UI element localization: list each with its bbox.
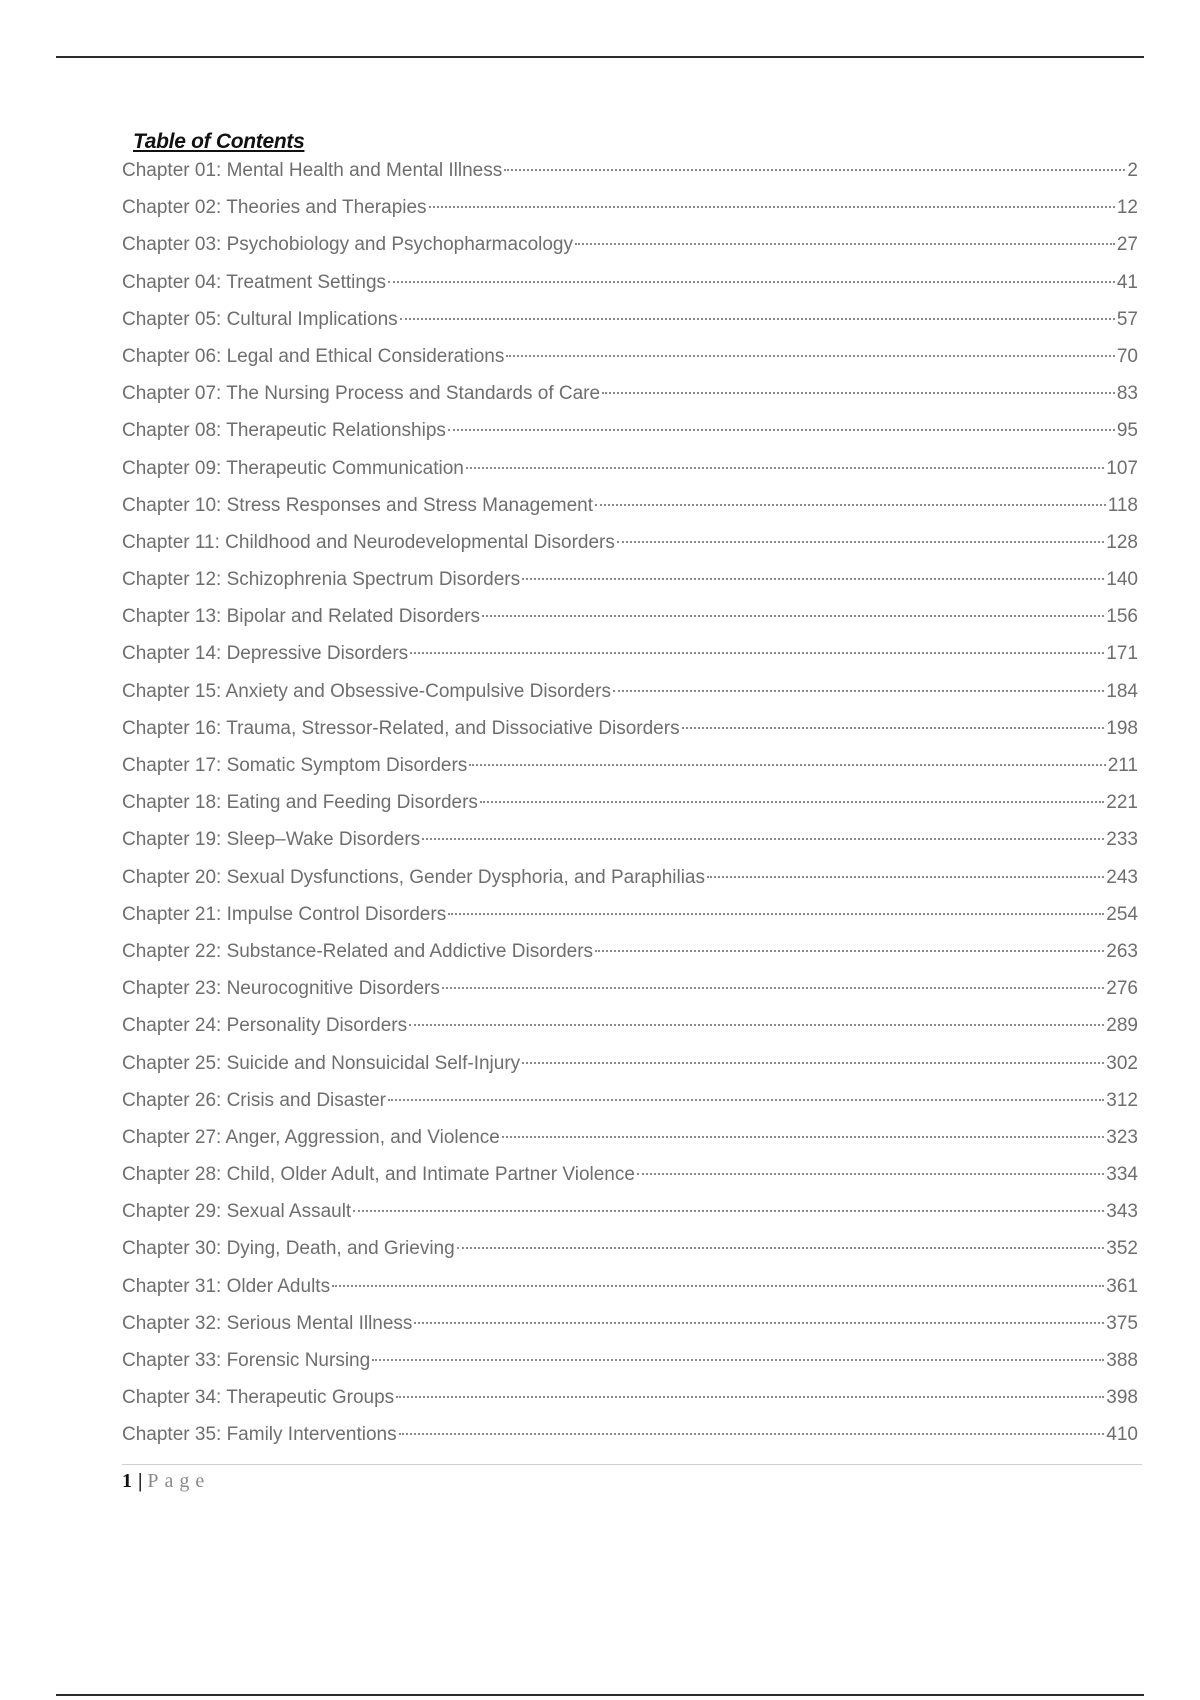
toc-dot-leader: [613, 690, 1104, 692]
toc-entry-label: Chapter 06: Legal and Ethical Considerations: [122, 345, 505, 367]
toc-dot-leader: [457, 1247, 1105, 1249]
toc-entry-9[interactable]: [122, 457, 1138, 494]
toc-entry-label: Chapter 23: Neurocognitive Disorders: [122, 978, 440, 1000]
toc-dot-leader: [707, 876, 1104, 878]
toc-entry-page: 334: [1106, 1164, 1138, 1186]
toc-entry-page: 323: [1106, 1126, 1138, 1148]
toc-entry-label: Chapter 31: Older Adults: [122, 1275, 331, 1297]
toc-entry-page: 83: [1116, 383, 1138, 405]
toc-dot-leader: [399, 1433, 1105, 1435]
toc-entry-34[interactable]: [122, 1386, 1138, 1423]
toc-entry-5[interactable]: [122, 308, 1138, 345]
toc-entry-label: Chapter 11: Childhood and Neurodevelopmental Disorders: [122, 531, 615, 553]
toc-entry-label: Chapter 30: Dying, Death, and Grieving: [122, 1238, 455, 1260]
toc-entry-page: 171: [1106, 643, 1138, 665]
toc-entry-page: 410: [1106, 1424, 1138, 1446]
toc-entry-33[interactable]: [122, 1349, 1138, 1386]
toc-entry-17[interactable]: [122, 754, 1138, 791]
toc-entry-label: Chapter 25: Suicide and Nonsuicidal Self-Injury: [122, 1052, 521, 1074]
toc-dot-leader: [332, 1285, 1104, 1287]
toc-dot-leader: [353, 1210, 1104, 1212]
toc-entry-page: 140: [1106, 569, 1138, 591]
toc-entry-11[interactable]: [122, 531, 1138, 568]
toc-entry-16[interactable]: [122, 717, 1138, 754]
toc-entry-27[interactable]: [122, 1126, 1138, 1163]
footer-page-number: 1: [122, 1470, 132, 1492]
footer-separator: |: [138, 1470, 143, 1492]
toc-dot-leader: [502, 1136, 1104, 1138]
toc-entry-label: Chapter 26: Crisis and Disaster: [122, 1089, 386, 1111]
toc-dot-leader: [480, 801, 1104, 803]
toc-entry-label: Chapter 09: Therapeutic Communication: [122, 457, 464, 479]
toc-entry-label: Chapter 18: Eating and Feeding Disorders: [122, 792, 478, 814]
toc-entry-page: 361: [1106, 1275, 1138, 1297]
toc-entry-page: 198: [1106, 717, 1138, 739]
toc-entry-page: 263: [1106, 940, 1138, 962]
toc-entry-30[interactable]: [122, 1237, 1138, 1274]
toc-list: [122, 159, 1138, 1461]
toc-dot-leader: [388, 1099, 1104, 1101]
toc-entry-8[interactable]: [122, 419, 1138, 456]
toc-dot-leader: [575, 243, 1115, 245]
toc-entry-page: 243: [1106, 866, 1138, 888]
toc-entry-label: Chapter 07: The Nursing Process and Standards of Care: [122, 383, 601, 405]
toc-dot-leader: [466, 467, 1104, 469]
toc-entry-page: 27: [1116, 234, 1138, 256]
toc-dot-leader: [410, 652, 1104, 654]
toc-dot-leader: [442, 987, 1104, 989]
toc-entry-31[interactable]: [122, 1275, 1138, 1312]
toc-entry-13[interactable]: [122, 605, 1138, 642]
toc-entry-label: Chapter 10: Stress Responses and Stress Management: [122, 494, 594, 516]
toc-entry-15[interactable]: [122, 680, 1138, 717]
toc-entry-page: 375: [1106, 1312, 1138, 1334]
toc-entry-label: Chapter 24: Personality Disorders: [122, 1015, 408, 1037]
toc-entry-label: Chapter 08: Therapeutic Relationships: [122, 420, 446, 442]
toc-entry-page: 107: [1106, 457, 1138, 479]
toc-entry-page: 352: [1106, 1238, 1138, 1260]
toc-dot-leader: [595, 504, 1106, 506]
toc-dot-leader: [448, 429, 1115, 431]
toc-entry-21[interactable]: [122, 903, 1138, 940]
toc-entry-label: Chapter 17: Somatic Symptom Disorders: [122, 755, 468, 776]
toc-entry-label: Chapter 20: Sexual Dysfunctions, Gender Dysphoria, and Paraphilias: [122, 866, 705, 888]
toc-dot-leader: [637, 1173, 1104, 1175]
toc-entry-label: Chapter 01: Mental Health and Mental Illness: [122, 160, 503, 181]
footer-page-label: Page: [147, 1470, 211, 1492]
toc-entry-page: 156: [1106, 606, 1138, 628]
toc-entry-page: 221: [1106, 792, 1138, 814]
toc-dot-leader: [522, 578, 1104, 580]
toc-entry-page: 343: [1106, 1201, 1138, 1223]
toc-dot-leader: [396, 1396, 1104, 1398]
toc-entry-page: 388: [1106, 1350, 1138, 1371]
toc-dot-leader: [400, 318, 1115, 320]
toc-entry-label: Chapter 02: Theories and Therapies: [122, 197, 427, 219]
toc-entry-page: 184: [1106, 680, 1138, 702]
toc-entry-page: 289: [1106, 1015, 1138, 1037]
toc-dot-leader: [414, 1322, 1104, 1324]
page-footer: [122, 1470, 210, 1493]
toc-entry-label: Chapter 03: Psychobiology and Psychopharmacology: [122, 234, 573, 256]
toc-entry-19[interactable]: [122, 828, 1138, 865]
toc-entry-32[interactable]: [122, 1312, 1138, 1349]
toc-entry-label: Chapter 13: Bipolar and Related Disorders: [122, 606, 481, 628]
toc-entry-page: 118: [1107, 494, 1138, 516]
toc-dot-leader: [504, 169, 1125, 171]
toc-entry-label: Chapter 29: Sexual Assault: [122, 1201, 352, 1223]
top-rule: [56, 56, 1144, 58]
toc-entry-label: Chapter 05: Cultural Implications: [122, 308, 398, 330]
toc-entry-28[interactable]: [122, 1163, 1138, 1200]
toc-entry-page: 254: [1106, 903, 1138, 925]
toc-entry-label: Chapter 28: Child, Older Adult, and Intimate Partner Violence: [122, 1164, 635, 1186]
toc-entry-7[interactable]: [122, 382, 1138, 419]
toc-dot-leader: [409, 1024, 1104, 1026]
toc-dot-leader: [448, 913, 1104, 915]
toc-entry-page: 398: [1106, 1387, 1138, 1409]
toc-dot-leader: [429, 206, 1115, 208]
toc-entry-page: 2: [1127, 160, 1138, 181]
toc-entry-24[interactable]: [122, 1014, 1138, 1051]
toc-dot-leader: [482, 615, 1104, 617]
toc-entry-6[interactable]: [122, 345, 1138, 382]
toc-entry-page: 302: [1106, 1052, 1138, 1074]
toc-dot-leader: [388, 281, 1115, 283]
toc-entry-1[interactable]: [122, 159, 1138, 196]
toc-entry-label: Chapter 34: Therapeutic Groups: [122, 1387, 395, 1409]
toc-entry-18[interactable]: [122, 791, 1138, 828]
toc-dot-leader: [469, 764, 1105, 766]
toc-entry-label: Chapter 04: Treatment Settings: [122, 271, 387, 293]
toc-entry-label: Chapter 32: Serious Mental Illness: [122, 1312, 413, 1334]
toc-entry-page: 211: [1107, 755, 1138, 776]
toc-entry-20[interactable]: [122, 866, 1138, 903]
toc-entry-12[interactable]: [122, 568, 1138, 605]
toc-entry-label: Chapter 16: Trauma, Stressor-Related, and Dissociative Disorders: [122, 717, 680, 739]
toc-dot-leader: [617, 541, 1104, 543]
toc-entry-page: 41: [1116, 271, 1138, 293]
toc-entry-page: 233: [1106, 829, 1138, 851]
toc-entry-page: 312: [1106, 1089, 1138, 1111]
toc-entry-23[interactable]: [122, 977, 1138, 1014]
toc-entry-page: 128: [1106, 531, 1138, 553]
toc-dot-leader: [682, 727, 1105, 729]
toc-entry-label: Chapter 15: Anxiety and Obsessive-Compulsive Disorders: [122, 680, 611, 702]
toc-dot-leader: [522, 1062, 1104, 1064]
toc-entry-25[interactable]: [122, 1052, 1138, 1089]
toc-entry-label: Chapter 21: Impulse Control Disorders: [122, 903, 447, 925]
toc-entry-29[interactable]: [122, 1200, 1138, 1237]
toc-entry-label: Chapter 27: Anger, Aggression, and Violence: [122, 1126, 500, 1148]
toc-dot-leader: [422, 838, 1104, 840]
toc-dot-leader: [506, 355, 1115, 357]
toc-entry-26[interactable]: [122, 1089, 1138, 1126]
toc-entry-page: 95: [1116, 420, 1138, 442]
toc-entry-page: 12: [1116, 197, 1138, 219]
toc-entry-label: Chapter 22: Substance-Related and Addictive Disorders: [122, 940, 594, 962]
toc-entry-label: Chapter 35: Family Interventions: [122, 1424, 397, 1446]
toc-entry-label: Chapter 14: Depressive Disorders: [122, 643, 409, 665]
toc-entry-10[interactable]: [122, 494, 1138, 531]
toc-entry-3[interactable]: [122, 233, 1138, 270]
toc-entry-22[interactable]: [122, 940, 1138, 977]
toc-dot-leader: [372, 1359, 1104, 1361]
toc-entry-page: 70: [1116, 345, 1138, 367]
toc-title: Table of Contents: [133, 130, 305, 153]
toc-entry-label: Chapter 19: Sleep–Wake Disorders: [122, 829, 421, 851]
toc-dot-leader: [602, 392, 1115, 394]
toc-entry-page: 57: [1116, 308, 1138, 330]
toc-entry-35[interactable]: [122, 1423, 1138, 1460]
toc-entry-label: Chapter 33: Forensic Nursing: [122, 1350, 371, 1371]
toc-entry-label: Chapter 12: Schizophrenia Spectrum Disorders: [122, 569, 521, 591]
toc-entry-14[interactable]: [122, 642, 1138, 679]
toc-entry-page: 276: [1106, 978, 1138, 1000]
toc-dot-leader: [595, 950, 1104, 952]
footer-rule: [122, 1464, 1142, 1465]
bottom-rule: [56, 1694, 1144, 1696]
toc-entry-4[interactable]: [122, 271, 1138, 308]
toc-entry-2[interactable]: [122, 196, 1138, 233]
